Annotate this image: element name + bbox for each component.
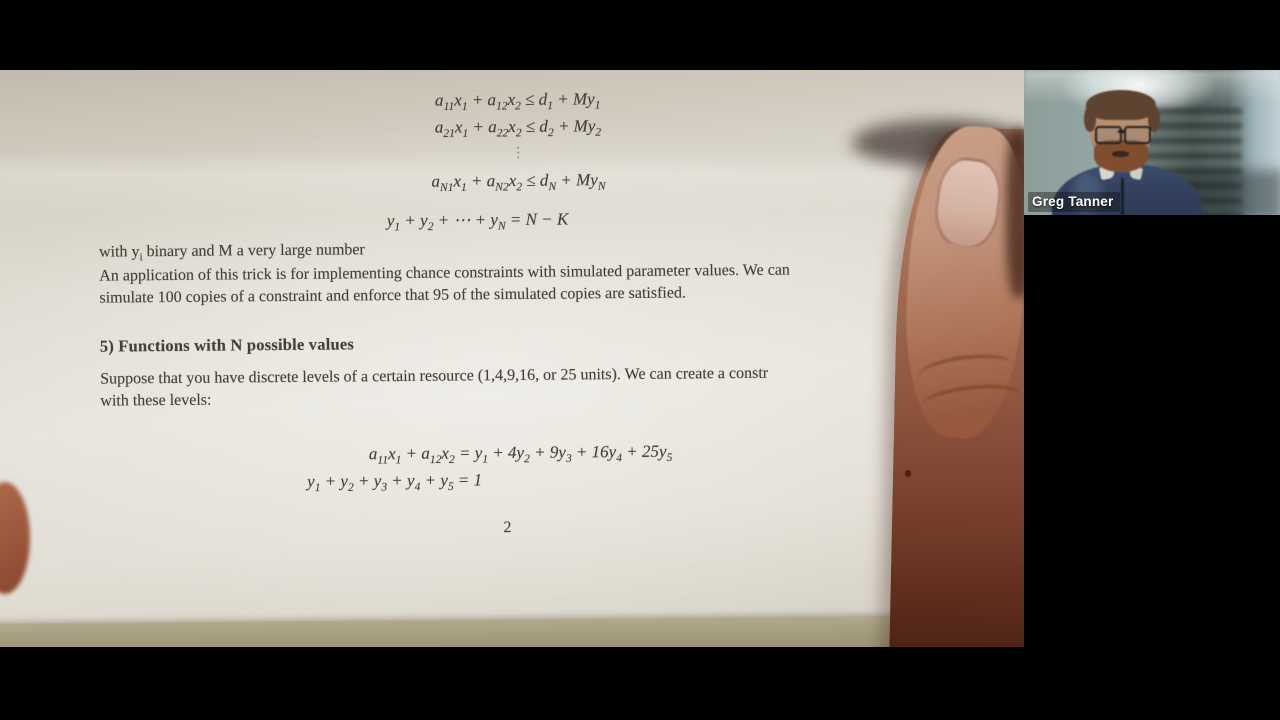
section-heading: 5) Functions with N possible values (99, 334, 355, 356)
paragraph-2-line-2: with these levels: (100, 391, 212, 410)
equation-line: $a_{21}x_1 + a_{22}x_2 \le d_2 + My_2$ (434, 116, 602, 140)
paragraph-1-line-1: An application of this trick is for implementing chance constraints with simulated parameter values. We can (99, 261, 790, 285)
skin-mole (905, 470, 911, 477)
equation-line: $a_{11}x_1 + a_{12}x_2 = y_1 + 4y_2 + 9y_3 + 16y_4 + 25y_5$ (368, 441, 673, 467)
person-hair (1086, 90, 1156, 120)
thumb-edge-shadow (1006, 128, 1024, 298)
participant-name-label: Greg Tanner (1028, 192, 1120, 212)
equation-line: $a_{N1}x_1 + a_{N2}x_2 \le d_N + My_N$ (431, 170, 606, 195)
equation-block-1 (328, 84, 709, 195)
glasses-lens (1095, 126, 1122, 144)
paragraph-1-line-2: simulate 100 copies of a constraint and enforce that 95 of the simulated copies are satisfied. (99, 284, 686, 307)
equation-line: $a_{11}x_1 + a_{12}x_2 \le d_1 + My_1$ (434, 89, 601, 113)
sweater-zipper (1121, 178, 1124, 215)
page-number: 2 (503, 519, 512, 537)
vertical-dots: ⋮ (511, 145, 526, 161)
note-line: with $y_i$ binary and M a very large number (98, 241, 365, 264)
equation-line: $y_1 + y_2 + y_3 + y_4 + y_5 = 1$ (306, 470, 483, 495)
equation-line: $y_1 + y_2$ + ⋯ + $y_N = N - K$ (386, 209, 569, 234)
person-mouth (1112, 151, 1129, 157)
glasses-bridge (1118, 130, 1126, 133)
glasses-lens (1124, 126, 1151, 144)
screen-share-region (0, 70, 1024, 647)
paragraph-2-line-1: Suppose that you have discrete levels of a certain resource (1,4,9,16, or 25 units). We can create a constr (100, 364, 769, 388)
webcam-video-tile[interactable] (1024, 70, 1280, 215)
